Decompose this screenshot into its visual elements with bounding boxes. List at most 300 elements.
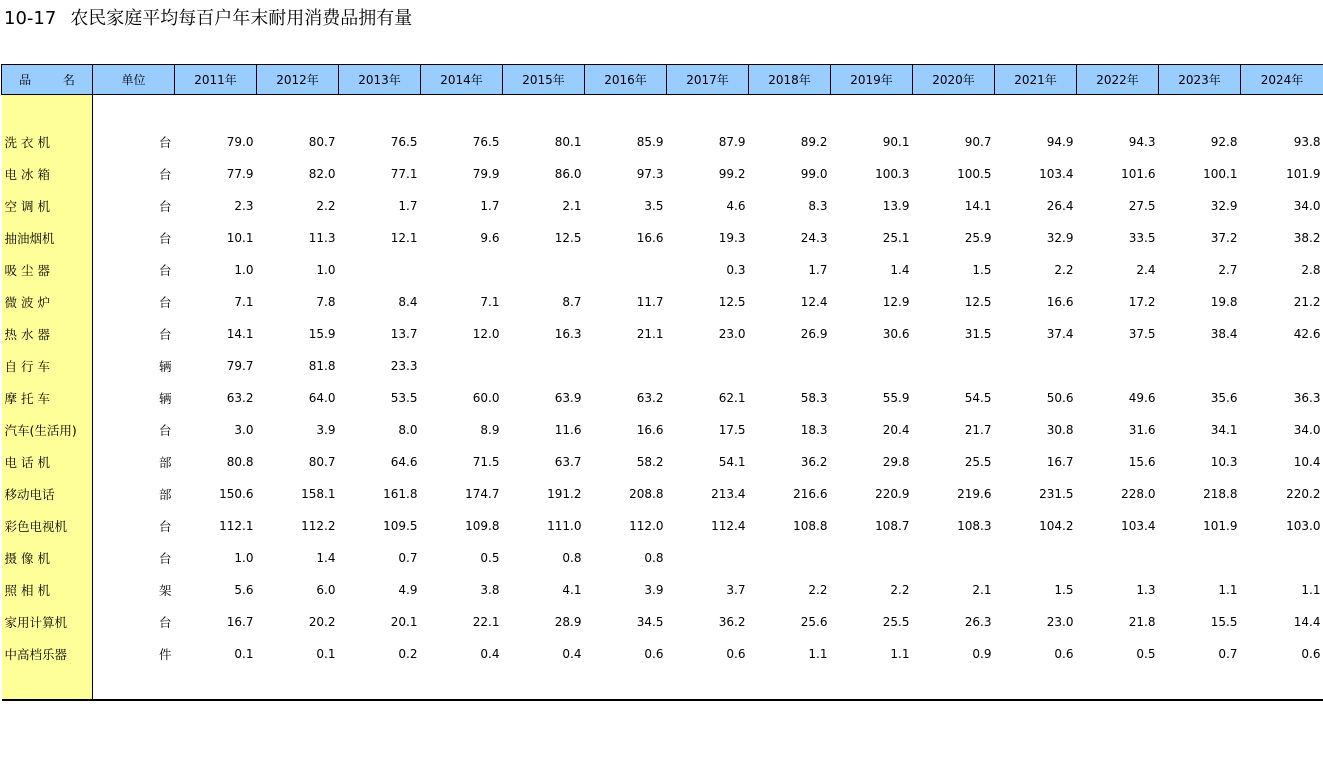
item-name: 汽车(生活用) bbox=[2, 414, 93, 446]
item-name: 移动电话 bbox=[2, 478, 93, 510]
value-cell: 12.5 bbox=[964, 295, 992, 309]
value-cell: 1.0 bbox=[234, 263, 254, 277]
value-cell bbox=[749, 350, 831, 382]
value-cell bbox=[913, 350, 995, 382]
item-name: 中高档乐器 bbox=[2, 638, 93, 670]
value-cell: 1.3 bbox=[1136, 583, 1156, 597]
table-row bbox=[2, 542, 1323, 574]
item-name: 电 冰 箱 bbox=[2, 158, 93, 190]
value-cell: 21.1 bbox=[636, 327, 664, 341]
header-year: 2017年 bbox=[667, 65, 749, 95]
value-cell: 1.1 bbox=[1218, 583, 1238, 597]
value-cell: 3.7 bbox=[726, 583, 746, 597]
value-cell: 112.1 bbox=[219, 519, 254, 533]
value-cell: 77.9 bbox=[226, 167, 254, 181]
blank-cell bbox=[339, 95, 421, 127]
value-cell: 94.3 bbox=[1128, 135, 1156, 149]
value-cell: 29.8 bbox=[882, 455, 910, 469]
item-name: 吸 尘 器 bbox=[2, 254, 93, 286]
value-cell: 1.7 bbox=[808, 263, 828, 277]
value-cell bbox=[1241, 350, 1323, 382]
value-cell: 0.8 bbox=[644, 551, 664, 565]
table-row bbox=[2, 382, 1323, 414]
value-cell bbox=[995, 350, 1077, 382]
table-row bbox=[2, 606, 1323, 638]
value-cell: 90.1 bbox=[882, 135, 910, 149]
item-name: 空 调 机 bbox=[2, 190, 93, 222]
value-cell: 55.9 bbox=[882, 391, 910, 405]
value-cell: 16.6 bbox=[636, 423, 664, 437]
item-unit: 辆 bbox=[158, 359, 172, 374]
table-row bbox=[2, 286, 1323, 318]
value-cell: 82.0 bbox=[308, 167, 336, 181]
blank-cell bbox=[667, 670, 749, 700]
value-cell: 14.1 bbox=[226, 327, 254, 341]
value-cell: 150.6 bbox=[219, 487, 254, 501]
header-year: 2011年 bbox=[175, 65, 257, 95]
value-cell: 94.9 bbox=[1046, 135, 1074, 149]
value-cell: 28.9 bbox=[554, 615, 582, 629]
header-name: 品 名 bbox=[2, 65, 93, 95]
value-cell: 2.8 bbox=[1301, 263, 1321, 277]
spacer-row bbox=[2, 95, 1323, 127]
value-cell: 79.0 bbox=[226, 135, 254, 149]
value-cell: 12.0 bbox=[472, 327, 500, 341]
value-cell: 112.2 bbox=[301, 519, 336, 533]
value-cell: 101.6 bbox=[1121, 167, 1156, 181]
header-year: 2013年 bbox=[339, 65, 421, 95]
value-cell: 2.2 bbox=[890, 583, 910, 597]
value-cell: 38.2 bbox=[1293, 231, 1321, 245]
header-year: 2015年 bbox=[503, 65, 585, 95]
value-cell: 80.7 bbox=[308, 135, 336, 149]
header-year: 2012年 bbox=[257, 65, 339, 95]
value-cell: 7.8 bbox=[316, 295, 336, 309]
value-cell: 216.6 bbox=[793, 487, 828, 501]
value-cell: 76.5 bbox=[472, 135, 500, 149]
value-cell bbox=[421, 254, 503, 286]
table-row bbox=[2, 478, 1323, 510]
value-cell: 42.6 bbox=[1293, 327, 1321, 341]
value-cell: 100.5 bbox=[957, 167, 992, 181]
value-cell: 86.0 bbox=[554, 167, 582, 181]
value-cell: 14.1 bbox=[964, 199, 992, 213]
item-unit: 台 bbox=[158, 519, 172, 534]
value-cell bbox=[831, 350, 913, 382]
value-cell: 10.4 bbox=[1293, 455, 1321, 469]
value-cell: 220.9 bbox=[875, 487, 910, 501]
value-cell: 0.4 bbox=[562, 647, 582, 661]
value-cell: 97.3 bbox=[636, 167, 664, 181]
blank-cell bbox=[585, 95, 667, 127]
value-cell: 1.1 bbox=[1301, 583, 1321, 597]
value-cell: 100.3 bbox=[875, 167, 910, 181]
value-cell: 76.5 bbox=[390, 135, 418, 149]
value-cell: 25.1 bbox=[882, 231, 910, 245]
value-cell: 213.4 bbox=[711, 487, 746, 501]
table-row bbox=[2, 350, 1323, 382]
header-year: 2020年 bbox=[913, 65, 995, 95]
value-cell: 0.2 bbox=[398, 647, 418, 661]
value-cell: 109.5 bbox=[383, 519, 418, 533]
value-cell: 8.7 bbox=[562, 295, 582, 309]
value-cell: 1.4 bbox=[890, 263, 910, 277]
blank-cell bbox=[175, 95, 257, 127]
value-cell bbox=[831, 542, 913, 574]
value-cell: 15.6 bbox=[1128, 455, 1156, 469]
value-cell: 0.6 bbox=[1054, 647, 1074, 661]
value-cell: 2.2 bbox=[1054, 263, 1074, 277]
item-name: 热 水 器 bbox=[2, 318, 93, 350]
header-year: 2023年 bbox=[1159, 65, 1241, 95]
value-cell: 60.0 bbox=[472, 391, 500, 405]
blank-cell bbox=[421, 670, 503, 700]
value-cell bbox=[913, 542, 995, 574]
value-cell: 81.8 bbox=[308, 359, 336, 373]
value-cell: 15.9 bbox=[308, 327, 336, 341]
item-unit: 部 bbox=[158, 487, 172, 502]
value-cell: 30.6 bbox=[882, 327, 910, 341]
blank-cell bbox=[1159, 95, 1241, 127]
item-name: 摩 托 车 bbox=[2, 382, 93, 414]
blank-cell bbox=[1241, 670, 1323, 700]
value-cell: 16.7 bbox=[1046, 455, 1074, 469]
value-cell: 10.1 bbox=[226, 231, 254, 245]
value-cell: 174.7 bbox=[465, 487, 500, 501]
value-cell: 26.3 bbox=[964, 615, 992, 629]
value-cell: 64.0 bbox=[308, 391, 336, 405]
item-name: 微 波 炉 bbox=[2, 286, 93, 318]
value-cell: 58.2 bbox=[636, 455, 664, 469]
value-cell: 32.9 bbox=[1210, 199, 1238, 213]
value-cell: 53.5 bbox=[390, 391, 418, 405]
blank-cell bbox=[257, 670, 339, 700]
value-cell: 219.6 bbox=[957, 487, 992, 501]
value-cell: 2.2 bbox=[808, 583, 828, 597]
value-cell: 0.1 bbox=[316, 647, 336, 661]
value-cell: 50.6 bbox=[1046, 391, 1074, 405]
value-cell: 34.0 bbox=[1293, 423, 1321, 437]
value-cell: 2.1 bbox=[972, 583, 992, 597]
item-name: 摄 像 机 bbox=[2, 542, 93, 574]
name-cell-blank bbox=[2, 670, 93, 700]
item-unit: 架 bbox=[158, 583, 172, 598]
value-cell: 63.2 bbox=[636, 391, 664, 405]
value-cell: 1.7 bbox=[398, 199, 418, 213]
value-cell: 36.2 bbox=[800, 455, 828, 469]
value-cell: 12.4 bbox=[800, 295, 828, 309]
value-cell: 23.0 bbox=[718, 327, 746, 341]
item-unit: 台 bbox=[158, 135, 172, 150]
value-cell: 100.1 bbox=[1203, 167, 1238, 181]
value-cell: 220.2 bbox=[1286, 487, 1321, 501]
value-cell: 8.4 bbox=[398, 295, 418, 309]
value-cell: 3.0 bbox=[234, 423, 254, 437]
item-unit: 台 bbox=[158, 231, 172, 246]
table-row bbox=[2, 190, 1323, 222]
item-unit: 台 bbox=[158, 551, 172, 566]
value-cell: 161.8 bbox=[383, 487, 418, 501]
blank-cell bbox=[1077, 95, 1159, 127]
header-year: 2019年 bbox=[831, 65, 913, 95]
value-cell: 90.7 bbox=[964, 135, 992, 149]
item-name: 自 行 车 bbox=[2, 350, 93, 382]
value-cell: 1.5 bbox=[972, 263, 992, 277]
value-cell: 37.5 bbox=[1128, 327, 1156, 341]
value-cell: 20.2 bbox=[308, 615, 336, 629]
value-cell bbox=[995, 542, 1077, 574]
value-cell bbox=[503, 254, 585, 286]
value-cell: 111.0 bbox=[547, 519, 582, 533]
value-cell: 79.7 bbox=[226, 359, 254, 373]
header-year: 2024年 bbox=[1241, 65, 1323, 95]
value-cell: 63.7 bbox=[554, 455, 582, 469]
value-cell: 112.0 bbox=[629, 519, 664, 533]
blank-cell bbox=[257, 95, 339, 127]
value-cell: 20.1 bbox=[390, 615, 418, 629]
value-cell: 27.5 bbox=[1128, 199, 1156, 213]
blank-cell bbox=[503, 95, 585, 127]
value-cell: 37.4 bbox=[1046, 327, 1074, 341]
table-row bbox=[2, 446, 1323, 478]
value-cell: 0.5 bbox=[480, 551, 500, 565]
item-unit: 台 bbox=[158, 199, 172, 214]
table-row bbox=[2, 126, 1323, 158]
blank-cell bbox=[93, 95, 175, 127]
value-cell: 23.0 bbox=[1046, 615, 1074, 629]
blank-cell bbox=[749, 670, 831, 700]
table-row bbox=[2, 318, 1323, 350]
header-year: 2018年 bbox=[749, 65, 831, 95]
value-cell: 92.8 bbox=[1210, 135, 1238, 149]
blank-cell bbox=[1159, 670, 1241, 700]
item-unit: 台 bbox=[158, 167, 172, 182]
value-cell: 109.8 bbox=[465, 519, 500, 533]
blank-cell bbox=[995, 95, 1077, 127]
header-year: 2022年 bbox=[1077, 65, 1159, 95]
value-cell: 34.5 bbox=[636, 615, 664, 629]
value-cell bbox=[585, 254, 667, 286]
value-cell bbox=[1159, 350, 1241, 382]
value-cell: 20.4 bbox=[882, 423, 910, 437]
spacer-row bbox=[2, 670, 1323, 700]
value-cell: 1.0 bbox=[234, 551, 254, 565]
value-cell: 58.3 bbox=[800, 391, 828, 405]
value-cell: 80.8 bbox=[226, 455, 254, 469]
value-cell: 104.2 bbox=[1039, 519, 1074, 533]
value-cell: 36.3 bbox=[1293, 391, 1321, 405]
blank-cell bbox=[175, 670, 257, 700]
item-name: 彩色电视机 bbox=[2, 510, 93, 542]
value-cell: 191.2 bbox=[547, 487, 582, 501]
value-cell: 0.3 bbox=[726, 263, 746, 277]
value-cell: 22.1 bbox=[472, 615, 500, 629]
item-unit: 辆 bbox=[158, 391, 172, 406]
value-cell: 0.6 bbox=[726, 647, 746, 661]
value-cell bbox=[1159, 542, 1241, 574]
value-cell: 0.7 bbox=[398, 551, 418, 565]
value-cell: 31.5 bbox=[964, 327, 992, 341]
value-cell: 4.6 bbox=[726, 199, 746, 213]
value-cell: 0.8 bbox=[562, 551, 582, 565]
value-cell: 1.7 bbox=[480, 199, 500, 213]
value-cell: 21.2 bbox=[1293, 295, 1321, 309]
item-unit: 台 bbox=[158, 615, 172, 630]
item-unit: 台 bbox=[158, 327, 172, 342]
value-cell: 13.9 bbox=[882, 199, 910, 213]
value-cell bbox=[667, 542, 749, 574]
item-unit: 台 bbox=[158, 295, 172, 310]
value-cell: 0.7 bbox=[1218, 647, 1238, 661]
item-name: 抽油烟机 bbox=[2, 222, 93, 254]
value-cell: 93.8 bbox=[1293, 135, 1321, 149]
value-cell: 21.8 bbox=[1128, 615, 1156, 629]
value-cell: 16.3 bbox=[554, 327, 582, 341]
item-name: 洗 衣 机 bbox=[2, 126, 93, 158]
value-cell bbox=[1241, 542, 1323, 574]
value-cell: 3.8 bbox=[480, 583, 500, 597]
header-year: 2014年 bbox=[421, 65, 503, 95]
value-cell: 21.7 bbox=[964, 423, 992, 437]
value-cell: 34.0 bbox=[1293, 199, 1321, 213]
value-cell: 15.5 bbox=[1210, 615, 1238, 629]
value-cell: 0.9 bbox=[972, 647, 992, 661]
table-row bbox=[2, 254, 1323, 286]
value-cell: 16.6 bbox=[636, 231, 664, 245]
blank-cell bbox=[995, 670, 1077, 700]
value-cell: 7.1 bbox=[480, 295, 500, 309]
value-cell: 3.9 bbox=[316, 423, 336, 437]
value-cell: 2.1 bbox=[562, 199, 582, 213]
table-title: 农民家庭平均每百户年末耐用消费品拥有量 bbox=[70, 8, 413, 29]
value-cell: 12.5 bbox=[718, 295, 746, 309]
value-cell: 1.1 bbox=[808, 647, 828, 661]
blank-cell bbox=[585, 670, 667, 700]
value-cell: 108.7 bbox=[875, 519, 910, 533]
value-cell bbox=[667, 350, 749, 382]
value-cell: 37.2 bbox=[1210, 231, 1238, 245]
value-cell: 158.1 bbox=[301, 487, 336, 501]
value-cell: 99.0 bbox=[800, 167, 828, 181]
value-cell: 12.9 bbox=[882, 295, 910, 309]
table-row bbox=[2, 158, 1323, 190]
value-cell: 19.3 bbox=[718, 231, 746, 245]
value-cell: 25.9 bbox=[964, 231, 992, 245]
blank-cell bbox=[667, 95, 749, 127]
blank-cell bbox=[913, 95, 995, 127]
name-cell-blank bbox=[2, 95, 93, 127]
value-cell: 26.9 bbox=[800, 327, 828, 341]
value-cell: 34.1 bbox=[1210, 423, 1238, 437]
value-cell bbox=[421, 350, 503, 382]
page-title bbox=[4, 6, 412, 32]
blank-cell bbox=[421, 95, 503, 127]
value-cell: 3.5 bbox=[644, 199, 664, 213]
value-cell: 103.4 bbox=[1121, 519, 1156, 533]
value-cell: 103.4 bbox=[1039, 167, 1074, 181]
value-cell bbox=[1077, 542, 1159, 574]
value-cell: 18.3 bbox=[800, 423, 828, 437]
value-cell: 12.5 bbox=[554, 231, 582, 245]
table-row bbox=[2, 574, 1323, 606]
value-cell: 103.0 bbox=[1286, 519, 1321, 533]
value-cell: 112.4 bbox=[711, 519, 746, 533]
blank-cell bbox=[831, 670, 913, 700]
value-cell: 71.5 bbox=[472, 455, 500, 469]
value-cell: 85.9 bbox=[636, 135, 664, 149]
value-cell: 32.9 bbox=[1046, 231, 1074, 245]
item-name: 电 话 机 bbox=[2, 446, 93, 478]
value-cell: 77.1 bbox=[390, 167, 418, 181]
item-unit: 部 bbox=[158, 455, 172, 470]
header-row bbox=[2, 65, 1323, 95]
item-unit: 台 bbox=[158, 263, 172, 278]
value-cell: 99.2 bbox=[718, 167, 746, 181]
value-cell: 19.8 bbox=[1210, 295, 1238, 309]
value-cell: 5.6 bbox=[234, 583, 254, 597]
value-cell: 208.8 bbox=[629, 487, 664, 501]
blank-cell bbox=[749, 95, 831, 127]
item-name: 照 相 机 bbox=[2, 574, 93, 606]
value-cell bbox=[503, 350, 585, 382]
value-cell: 80.7 bbox=[308, 455, 336, 469]
value-cell: 16.7 bbox=[226, 615, 254, 629]
blank-cell bbox=[1077, 670, 1159, 700]
value-cell: 16.6 bbox=[1046, 295, 1074, 309]
value-cell: 24.3 bbox=[800, 231, 828, 245]
data-table bbox=[1, 64, 1323, 701]
value-cell: 54.5 bbox=[964, 391, 992, 405]
value-cell: 89.2 bbox=[800, 135, 828, 149]
value-cell: 79.9 bbox=[472, 167, 500, 181]
header-year: 2021年 bbox=[995, 65, 1077, 95]
value-cell: 4.1 bbox=[562, 583, 582, 597]
value-cell: 26.4 bbox=[1046, 199, 1074, 213]
value-cell: 3.9 bbox=[644, 583, 664, 597]
value-cell: 49.6 bbox=[1128, 391, 1156, 405]
table-row bbox=[2, 414, 1323, 446]
table-row bbox=[2, 638, 1323, 670]
value-cell: 7.1 bbox=[234, 295, 254, 309]
value-cell: 2.4 bbox=[1136, 263, 1156, 277]
table-row bbox=[2, 510, 1323, 542]
value-cell: 36.2 bbox=[718, 615, 746, 629]
value-cell: 13.7 bbox=[390, 327, 418, 341]
value-cell: 8.9 bbox=[480, 423, 500, 437]
value-cell: 1.4 bbox=[316, 551, 336, 565]
value-cell: 10.3 bbox=[1210, 455, 1238, 469]
value-cell bbox=[749, 542, 831, 574]
value-cell bbox=[585, 350, 667, 382]
value-cell: 8.0 bbox=[398, 423, 418, 437]
header-unit: 单位 bbox=[93, 65, 175, 95]
value-cell bbox=[1077, 350, 1159, 382]
value-cell: 25.6 bbox=[800, 615, 828, 629]
value-cell: 35.6 bbox=[1210, 391, 1238, 405]
blank-cell bbox=[831, 95, 913, 127]
value-cell: 101.9 bbox=[1203, 519, 1238, 533]
value-cell: 0.5 bbox=[1136, 647, 1156, 661]
value-cell: 1.0 bbox=[316, 263, 336, 277]
value-cell: 2.2 bbox=[316, 199, 336, 213]
table-number: 10-17 bbox=[4, 8, 57, 29]
value-cell: 25.5 bbox=[964, 455, 992, 469]
value-cell: 31.6 bbox=[1128, 423, 1156, 437]
value-cell: 30.8 bbox=[1046, 423, 1074, 437]
value-cell: 11.6 bbox=[554, 423, 582, 437]
value-cell: 17.2 bbox=[1128, 295, 1156, 309]
value-cell: 25.5 bbox=[882, 615, 910, 629]
